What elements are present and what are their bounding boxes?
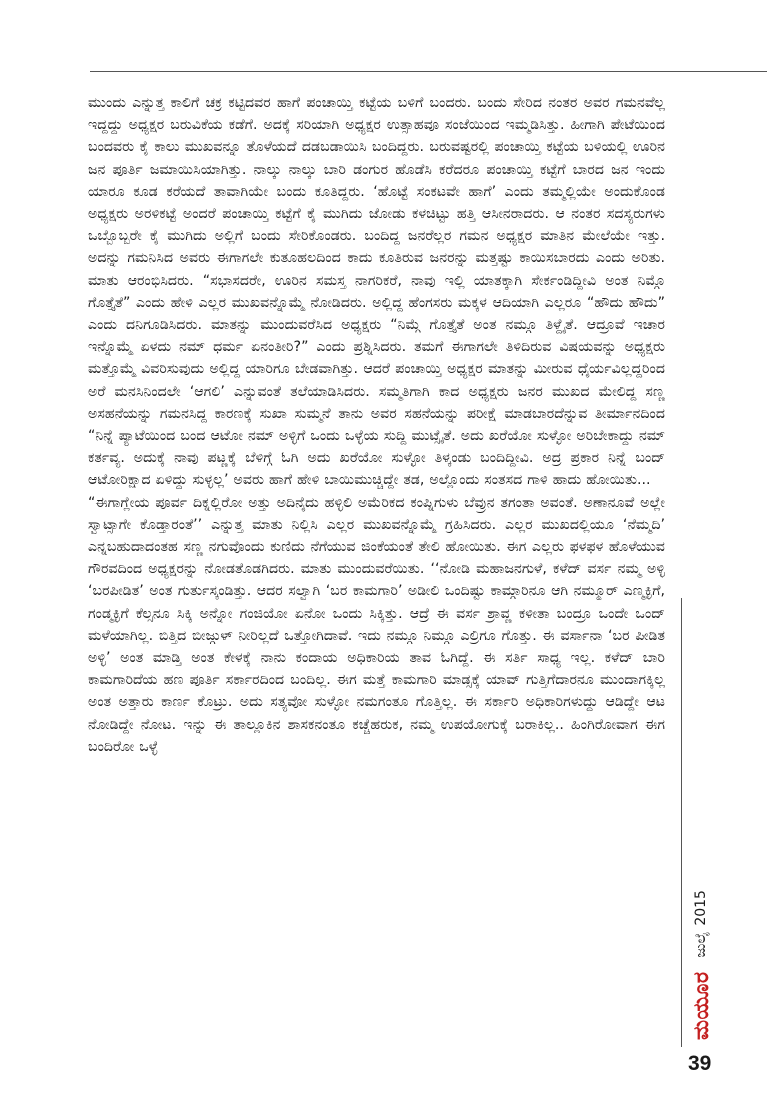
page-number: 39 [688, 1052, 712, 1075]
magazine-name: ಮಯೂರ [688, 971, 713, 1040]
article-paragraph-1: ಮುಂದು ಎನ್ನುತ್ತ ಕಾಲಿಗೆ ಚಕ್ರ ಕಟ್ಟಿದವರ ಹಾಗೆ ಪಂಚಾಯ್ತಿ ಕಟ್ಟೆಯ ಬಳಿಗೆ ಬಂದರು. ಬಂದು ಸೇರಿದ ನಂತರ ಅವರ ಗಮನವೆಲ್ಲ ಇದ್ದದ್ದು ಅಧ್ಯಕ್ಷರ ಬರುವಿಕೆಯ ಕಡೆಗೆ. ಅದಕ್ಕೆ ಸರಿಯಾಗಿ ಅಧ್ಯಕ್ಷರ ಉತ್ಸಾಹವೂ ಸಂಜೆಯಿಂದ ಇಮ್ಮಡಿಸಿತ್ತು. ಹೀಗಾಗಿ ಪೇಟೆಯಿಂದ ಬಂದವರು ಕೈ ಕಾಲು ಮುಖವನ್ನೂ ತೊಳೆಯದೆ ದಡಬಡಾಯಿಸಿ ಬಂದಿದ್ದರು. ಬರುವಷ್ಟರಲ್ಲಿ ಪಂಚಾಯ್ತಿ ಕಟ್ಟೆಯ ಬಳಿಯಲ್ಲಿ ಊರಿನ ಜನ ಪೂರ್ತಿ ಜಮಾಯಿಸಿಯಾಗಿತ್ತು. ನಾಲ್ಕು ನಾಲ್ಕು ಬಾರಿ ಡಂಗುರ ಹೊಡೆಸಿ ಕರೆದರೂ ಪಂಚಾಯ್ತಿ ಕಟ್ಟೆಗೆ ಬಾರದ ಜನ ಇಂದು ಯಾರೂ ಕೂಡ ಕರೆಯದೆ ತಾವಾಗಿಯೇ ಬಂದು ಕೂತಿದ್ದರು. ‘ಹೊಟ್ಟೆ ಸಂಕಟವೇ ಹಾಗೆ’ ಎಂದು ತಮ್ಮಲ್ಲಿಯೇ ಅಂದುಕೊಂಡ ಅಧ್ಯಕ್ಷರು ಅರಳಿಕಟ್ಟೆ ಅಂದರೆ ಪಂಚಾಯ್ತಿ ಕಟ್ಟೆಗೆ ಕೈ ಮುಗಿದು ಜೋಡು ಕಳಚಿಟ್ಟು ಹತ್ತಿ ಆಸೀನರಾದರು. ಆ ನಂತರ ಸದಸ್ಯರುಗಳು ಒಬ್ಬೊಬ್ಬರೇ ಕೈ ಮುಗಿದು ಅಲ್ಲಿಗೆ ಬಂದು ಸೇರಿಕೊಂಡರು. ಬಂದಿದ್ದ ಜನರೆಲ್ಲರ ಗಮನ ಅಧ್ಯಕ್ಷರ ಮಾತಿನ ಮೇಲೆಯೇ ಇತ್ತು. ಅದನ್ನು ಗಮನಿಸಿದ ಅವರು ಈಗಾಗಲೇ ಕುತೂಹಲದಿಂದ ಕಾದು ಕೂತಿರುವ ಜನರನ್ನು ಮತ್ತಷ್ಟು ಕಾಯಿಸಬಾರದು ಎಂದು ಅರಿತು. ಮಾತು ಆರಂಭಿಸಿದರು. “ಸಭಾಸದರೇ, ಊರಿನ ಸಮಸ್ತ ನಾಗರಿಕರೆ, ನಾವು ಇಲ್ಲಿ ಯಾತಕ್ಕಾಗಿ ಸೇರ್ಕಂಡಿದ್ದೀವಿ ಅಂತ ನಿಮ್ಗೊ ಗೊತ್ತೈತೆ” ಎಂದು ಹೇಳಿ ಎಲ್ಲರ ಮುಖವನ್ನೊಮ್ಮೆ ನೋಡಿದರು. ಅಲ್ಲಿದ್ದ ಹೆಂಗಸರು ಮಕ್ಕಳ ಆದಿಯಾಗಿ ಎಲ್ಲರೂ “ಹೌದು ಹೌದು” ಎಂದು ದನಿಗೂಡಿಸಿದರು. ಮಾತನ್ನು ಮುಂದುವರೆಸಿದ ಅಧ್ಯಕ್ಷರು “ನಿಮ್ಗೆ ಗೊತ್ತೈತೆ ಅಂತ ನಮ್ಗೂ ತಿಳ್ದೈತೆ. ಆದ್ರೂವೆ ಇಚಾರ ಇನ್ನೊಮ್ಮೆ ಏಳದು ನಮ್ ಧರ್ಮ ಏನಂತೀರಿ?” ಎಂದು ಪ್ರಶ್ನಿಸಿದರು. ತಮಗೆ ಈಗಾಗಲೇ ತಿಳಿದಿರುವ ವಿಷಯವನ್ನು ಅಧ್ಯಕ್ಷರು ಮತ್ತೊಮ್ಮೆ ವಿವರಿಸುವುದು ಅಲ್ಲಿದ್ದ ಯಾರಿಗೂ ಬೇಡವಾಗಿತ್ತು. ಆದರೆ ಪಂಚಾಯ್ತಿ ಅಧ್ಯಕ್ಷರ ಮಾತನ್ನು ಮೀರುವ ಧೈರ್ಯವಿಲ್ಲದ್ದರಿಂದ ಅರೆ ಮನಸಿನಿಂದಲೇ ‘ಆಗಲಿ’ ಎನ್ನುವಂತೆ ತಲೆಯಾಡಿಸಿದರು. ಸಮ್ಮತಿಗಾಗಿ ಕಾದ ಅಧ್ಯಕ್ಷರು ಜನರ ಮುಖದ ಮೇಲಿದ್ದ ಸಣ್ಣ ಅಸಹನೆಯನ್ನು ಗಮನಸಿದ್ದ ಕಾರಣಕ್ಕೆ ಸುಖಾ ಸುಮ್ಮನೆ ತಾನು ಅವರ ಸಹನೆಯನ್ನು ಪರೀಕ್ಷೆ ಮಾಡಬಾರದೆನ್ನುವ ತೀರ್ಮಾನದಿಂದ “ನಿನ್ನೆ ಪ್ಯಾಟೆಯಿಂದ ಬಂದ ಆಟೋ ನಮ್ ಅಳ್ಳಿಗೆ ಒಂದು ಒಳ್ಳೆಯ ಸುದ್ದಿ ಮುಟ್ಸೈತೆ. ಅದು ಖರೆಯೋ ಸುಳ್ಳೋ ಅರಿಬೇಕಾದ್ದು ನಮ್ ಕರ್ತವ್ಯ. ಅದುಕ್ಕೆ ನಾವು ಪಟ್ಣಕ್ಕೆ ಬೆಳಿಗ್ಗೆ ಓಗಿ ಅದು ಖರೆಯೋ ಸುಳ್ಳೋ ತಿಳ್ಕಂಡು ಬಂದಿದ್ದೀವಿ. ಅದ್ರ ಪ್ರಕಾರ ನಿನ್ನೆ ಬಂದ್ ಆಟೋರಿಕ್ಷಾದ ಏಳಿದ್ದು ಸುಳ್ಳಲ್ಲ’ ಅವರು ಹಾಗೆ ಹೇಳಿ ಬಾಯಿಮುಚ್ಚಿದ್ದೇ ತಡ, ಅಲ್ಲೊಂದು ಸಂತಸದ ಗಾಳಿ ಹಾದು ಹೋಯಿತು... [88, 95, 665, 489]
article-paragraph-2: “ಈಗಾಗ್ಲೇಯ ಪೂರ್ವ ದಿಕ್ನಲ್ಲಿರೋ ಅತ್ತು ಅದಿನೈದು ಹಳ್ಳಿಲಿ ಅಮೆರಿಕದ ಕಂಪ್ನಿಗುಳು ಬೆವ್ರುನ ತಗಂತಾ ಅವಂತೆ. ಅಣಾನೂವೆ ಅಲ್ಲೇ ಸ್ವಾಟ್ಸಾಗೇ ಕೊಡ್ತಾರಂತೆ’’ ಎನ್ನುತ್ತ ಮಾತು ನಿಲ್ಲಿಸಿ ಎಲ್ಲರ ಮುಖವನ್ನೊಮ್ಮೆ ಗ್ರಹಿಸಿದರು. ಎಲ್ಲರ ಮುಖದಲ್ಲಿಯೂ ‘ನೆಮ್ಮದಿ’ ಎನ್ನಬಹುದಾದಂತಹ ಸಣ್ಣ ನಗುವೊಂದು ಕುಣಿದು ನೆಗೆಯುವ ಜಿಂಕೆಯಂತೆ ತೇಲಿ ಹೋಯಿತು. ಈಗ ಎಲ್ಲರು ಫಳಫಳ ಹೊಳೆಯುವ ಗೌರವದಿಂದ ಅಧ್ಯಕ್ಷರನ್ನು ನೋಡತೊಡಗಿದರು. ಮಾತು ಮುಂದುವರೆಯಿತು. ‘‘ನೋಡಿ ಮಹಾಜನಗುಳೆ, ಕಳೆದ್ ವರ್ಸ ನಮ್ಮ ಅಳ್ಳಿ ‘ಬರಪೀಡಿತ’ ಅಂತ ಗುರ್ತುಸ್ಕಂಡಿತ್ತು. ಆದರ ಸಲ್ವಾಗಿ ‘ಬರ ಕಾಮಗಾರಿ’ ಅಡೀಲಿ ಒಂದಿಷ್ಟು ಕಾಮ್ಗಾರಿನೂ ಆಗಿ ನಮ್ಮೂರ್ ಎಣ್ಮಕ್ಳಿಗೆ, ಗಂಡ್ಮಕ್ಳಿಗೆ ಕೆಲ್ಸನೂ ಸಿಕ್ಕಿ ಅನ್ನೋ ಗಂಜಿಯೋ ಏನೋ ಒಂದು ಸಿಕ್ಕಿತ್ತು. ಆದ್ರೆ ಈ ವರ್ಸ ಶ್ರಾವ್ಣ ಕಳೀತಾ ಬಂದ್ರೂ ಒಂದೇ ಒಂದ್ ಮಳೆಯಾಗಿಲ್ಲ. ಬಿತ್ತಿದ ಬೀಜ್ಗುಳ್ ನೀರಿಲ್ಲದೆ ಒತ್ತೋಗಿದಾವೆ. ಇದು ನಮ್ಗೂ ನಿಮ್ಗೂ ಎಲ್ರಿಗೂ ಗೊತ್ತು. ಈ ವರ್ಸಾನಾ ‘ಬರ ಪೀಡಿತ ಅಳ್ಳಿ’ ಅಂತ ಮಾಡ್ತಿ ಅಂತ ಕೇಳಕ್ಕೆ ನಾನು ಕಂದಾಯ ಅಧಿಕಾರಿಯ ತಾವ ಓಗಿದ್ದೆ. ಈ ಸರ್ತಿ ಸಾಧ್ಯ ಇಲ್ಲ. ಕಳೆದ್ ಬಾರಿ ಕಾಮಗಾರಿದೆಯ ಹಣ ಪೂರ್ತಿ ಸರ್ಕಾರದಿಂದ ಬಂದಿಲ್ಲ. ಈಗ ಮತ್ತೆ ಕಾಮಗಾರಿ ಮಾಡ್ಸಕ್ಕೆ ಯಾವ್ ಗುತ್ತಿಗೆದಾರನೂ ಮುಂದಾಗಕ್ಕಿಲ್ಲ ಅಂತ ಅತ್ತಾರು ಕಾರ್ಣ ಕೊಟ್ರು. ಅದು ಸತ್ಯವೋ ಸುಳ್ಳೋ ನಮಗಂತೂ ಗೊತ್ತಿಲ್ಲ. ಈ ಸರ್ಕಾರಿ ಅಧಿಕಾರಿಗಳುದ್ದು ಆಡಿದ್ದೇ ಆಟ ನೋಡಿದ್ದೇ ನೋಟ. ಇನ್ನು ಈ ತಾಲ್ಲೂಕಿನ ಶಾಸಕನಂತೂ ಕಚ್ಚೆಹರುಕ, ನಮ್ಮ ಉಪಯೋಗುಕ್ಕೆ ಬರಾಕಿಲ್ಲ.. ಹಿಂಗಿರೋವಾಗ ಈಗ ಬಂದಿರೋ ಒಳ್ಳೆ [88, 494, 665, 755]
header-rule [90, 71, 767, 72]
article-body [88, 92, 665, 758]
issue-month: ಜುಲೈ [693, 931, 709, 958]
margin-rule [681, 598, 682, 1047]
masthead-rotated [687, 780, 715, 1040]
issue-year: 2015 [693, 890, 709, 926]
masthead-strip [687, 780, 715, 1040]
